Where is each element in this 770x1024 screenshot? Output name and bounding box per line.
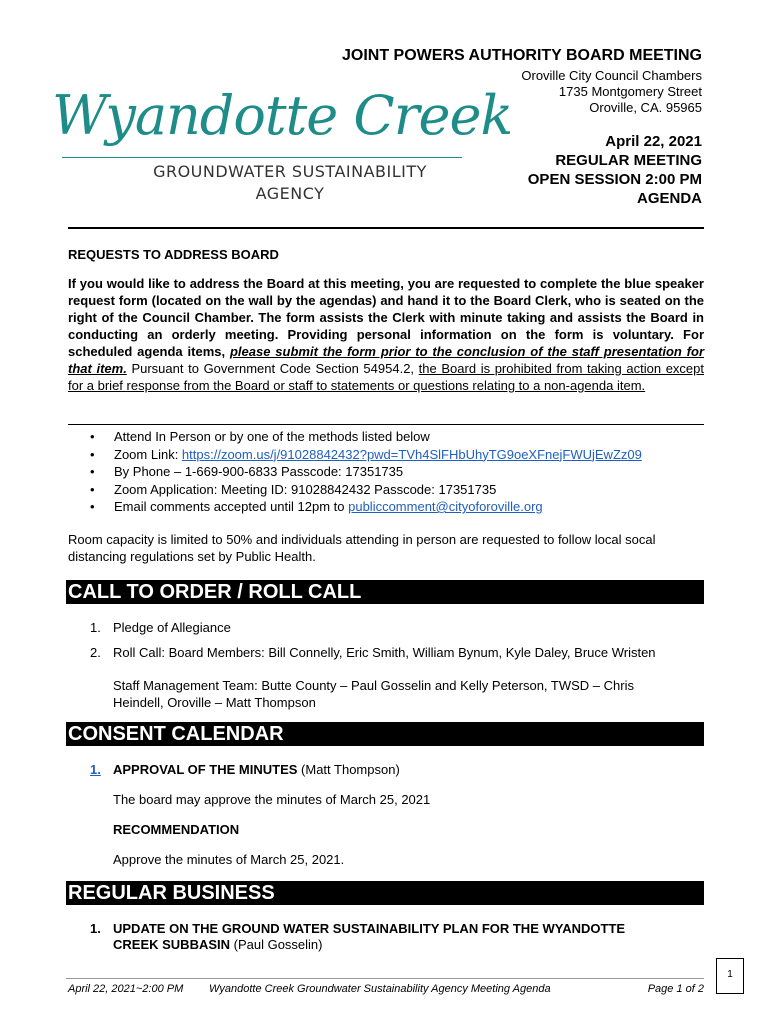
zoom-link[interactable]: https://zoom.us/j/91028842432?pwd=TVh4SlFHbUhyTG9oeXFnejFWUjEwZz09 bbox=[181, 446, 642, 462]
requests-normal-text: Pursuant to Government Code Section 54954.2, bbox=[126, 361, 419, 376]
page-thumbnail-tab[interactable]: 1 bbox=[716, 958, 744, 994]
logo-subtitle-line2: AGENCY bbox=[255, 184, 325, 203]
logo-wordmark: Wyandotte Creek bbox=[52, 84, 513, 147]
minutes-item-presenter: (Matt Thompson) bbox=[297, 762, 400, 777]
roll-call-item: Roll Call: Board Members: Bill Connelly, Eric Smith, William Bynum, Kyle Daley, Bruce Wristen bbox=[113, 645, 656, 660]
gsp-update-title-line1: UPDATE ON THE GROUND WATER SUSTAINABILITY PLAN FOR THE WYANDOTTE bbox=[113, 921, 626, 936]
logo-divider bbox=[62, 157, 462, 158]
meeting-type: REGULAR MEETING bbox=[555, 152, 702, 169]
gsp-update-title-line2 bbox=[113, 937, 323, 952]
item-number: 2. bbox=[90, 645, 101, 660]
meeting-title: JOINT POWERS AUTHORITY BOARD MEETING bbox=[341, 47, 702, 64]
phone-info: By Phone – 1-669-900-6833 Passcode: 17351735 bbox=[114, 464, 404, 479]
footer-date: April 22, 2021~2:00 PM bbox=[68, 983, 184, 995]
pledge-item: Pledge of Allegiance bbox=[113, 620, 231, 635]
section-consent-calendar: CONSENT CALENDAR bbox=[66, 722, 704, 746]
gsp-update-presenter: (Paul Gosselin) bbox=[230, 937, 323, 952]
section-regular-business: REGULAR BUSINESS bbox=[66, 881, 704, 905]
staff-line-1: Staff Management Team: Butte County – Paul Gosselin and Kelly Peterson, TWSD – Chris bbox=[113, 678, 634, 693]
address-line-1: Oroville City Council Chambers bbox=[521, 68, 702, 83]
minutes-description: The board may approve the minutes of March 25, 2021 bbox=[113, 792, 431, 807]
item-number: 1. bbox=[90, 620, 101, 635]
attend-in-person: Attend In Person or by one of the methods listed below bbox=[114, 429, 430, 444]
minutes-item bbox=[113, 762, 400, 777]
requests-underlined-text: the Board is prohibited from taking action except for a brief response from the Board or staff to statements or questions relating to a non-agenda item. bbox=[68, 361, 704, 393]
consent-item-number-link[interactable]: 1. bbox=[90, 762, 101, 777]
footer-title: Wyandotte Creek Groundwater Sustainability Agency Meeting Agenda bbox=[209, 983, 551, 995]
room-capacity-notice: Room capacity is limited to 50% and individuals attending in person are requested to follow local socal distancing regulations set by Public Health. bbox=[68, 532, 656, 564]
requests-divider bbox=[68, 424, 704, 425]
attendance-list bbox=[90, 428, 710, 516]
email-label: Email comments accepted until 12pm to bbox=[114, 499, 349, 514]
staff-line-2: Heindell, Oroville – Matt Thompson bbox=[113, 695, 316, 710]
recommendation-text: Approve the minutes of March 25, 2021. bbox=[113, 852, 345, 867]
address-line-2: 1735 Montgomery Street bbox=[558, 84, 702, 99]
item-number: 1. bbox=[90, 921, 101, 936]
recommendation-heading: RECOMMENDATION bbox=[113, 822, 240, 837]
email-link[interactable]: publiccomment@cityoforoville.org bbox=[348, 499, 543, 514]
requests-bold-text: If you would like to address the Board at this meeting, you are requested to complete the blue speaker request form (located on the wall by the agendas) and hand it to the Board Clerk, who is seated on the right of the Council Chamber. The form assists the Clerk with minute taking and assists the Board in conducting an orderly meeting. Providing personal information on the form is voluntary. For scheduled agenda items, bbox=[68, 276, 704, 359]
gsp-update-subbasin: CREEK SUBBASIN bbox=[113, 937, 231, 952]
meeting-session: OPEN SESSION 2:00 PM bbox=[527, 171, 702, 188]
list-item bbox=[90, 446, 710, 464]
list-item bbox=[90, 481, 710, 499]
requests-emphasis: please submit the form prior to the conclusion of the staff presentation for that item. bbox=[68, 344, 705, 376]
footer-divider bbox=[66, 978, 704, 979]
logo-subtitle-line1: GROUNDWATER SUSTAINABILITY bbox=[153, 162, 427, 181]
zoom-label: Zoom Link: bbox=[114, 446, 182, 462]
meeting-date: April 22, 2021 bbox=[605, 133, 702, 150]
header-divider bbox=[68, 227, 704, 229]
list-item bbox=[90, 498, 710, 516]
footer-page-number: Page 1 of 2 bbox=[647, 983, 704, 995]
agenda-label: AGENDA bbox=[636, 190, 702, 207]
requests-heading: REQUESTS TO ADDRESS BOARD bbox=[68, 247, 279, 262]
list-item bbox=[90, 463, 710, 481]
requests-body bbox=[68, 275, 704, 394]
zoom-app-info: Zoom Application: Meeting ID: 91028842432 Passcode: 17351735 bbox=[114, 481, 497, 497]
list-item bbox=[90, 428, 710, 446]
section-call-to-order: CALL TO ORDER / ROLL CALL bbox=[66, 580, 704, 604]
address-line-3: Oroville, CA. 95965 bbox=[589, 100, 702, 115]
minutes-item-title: APPROVAL OF THE MINUTES bbox=[113, 762, 298, 777]
